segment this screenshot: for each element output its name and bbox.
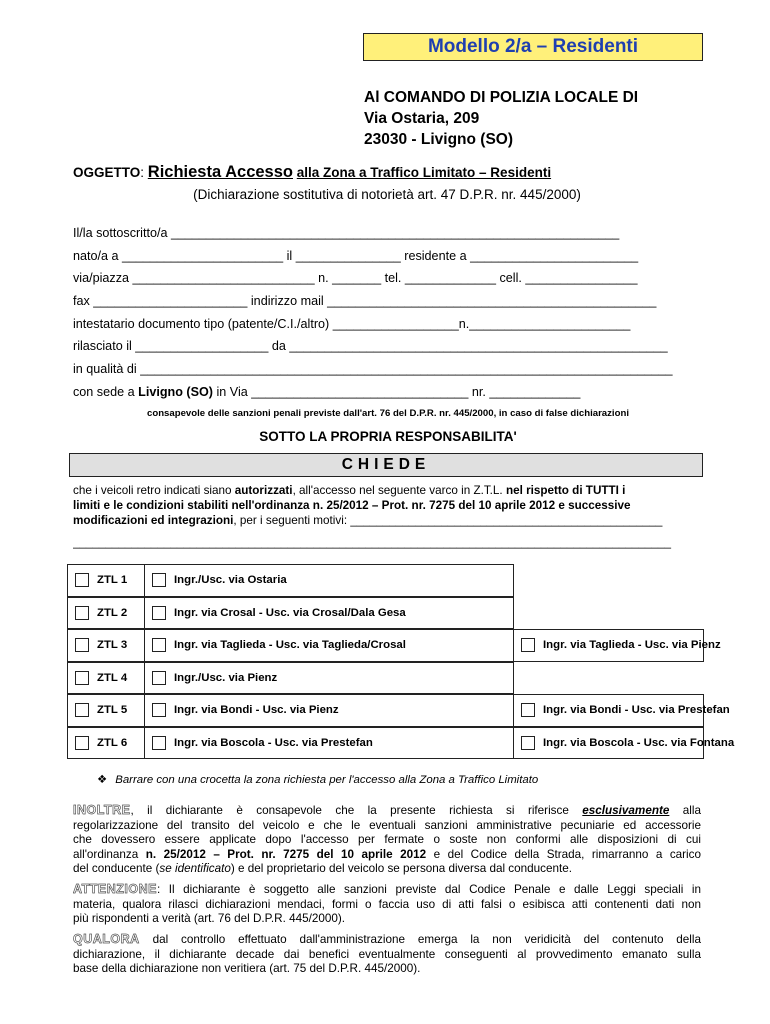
- ztl-option-cell[interactable]: [513, 727, 735, 760]
- subject-line: OGGETTO: Richiesta Accesso alla Zona a Traffico Limitato – Residenti: [73, 163, 552, 181]
- ztl-zone-cell[interactable]: [67, 564, 145, 597]
- model-title: Modello 2/a – Residenti: [363, 33, 703, 61]
- qualora-paragraph: [73, 932, 701, 977]
- note-text: Barrare con una crocetta la zona richiesta per l'accesso alla Zona a Traffico Limitato: [115, 774, 539, 786]
- text: base della dichiarazione non veritiera (art. 75 del D.P.R. 445/2000).: [73, 962, 421, 976]
- ztl-option-cell[interactable]: [513, 629, 721, 662]
- form-line-contact[interactable]: fax ______________________ indirizzo mail _______________________________________________: [73, 294, 657, 309]
- ztl-option-label: Ingr. via Bondi - Usc. via Prestefan: [543, 704, 730, 717]
- ztl-zone-cell[interactable]: [67, 694, 145, 727]
- checkbox[interactable]: [521, 638, 535, 652]
- attenzione-paragraph: [73, 882, 701, 927]
- checkbox[interactable]: [152, 638, 166, 652]
- table-row: [67, 694, 730, 727]
- table-row: [67, 662, 704, 695]
- checkbox[interactable]: [75, 671, 89, 685]
- text-italic: se identificato: [159, 862, 231, 876]
- text: , all'accesso nel seguente varco in Z.T.L.: [292, 484, 506, 497]
- responsibility-heading: SOTTO LA PROPRIA RESPONSABILITA': [259, 429, 517, 444]
- motivi-field[interactable]: , per i seguenti motivi: ________________________________________________: [233, 514, 663, 528]
- ztl-option-cell[interactable]: [144, 694, 514, 727]
- text: regolarizzazione del transito del veicolo e che le eventuali sanzioni amministrative pecuniarie ed accessorie: [73, 818, 701, 832]
- text: : Il dichiarante è soggetto alle sanzioni previste dal Codice Penale e dalle Leggi speciali in: [156, 883, 701, 896]
- text-bold: autorizzati: [234, 484, 293, 497]
- diamond-bullet-icon: ❖: [97, 774, 108, 786]
- inoltre-paragraph: [73, 803, 701, 877]
- ztl-option-label: Ingr. via Taglieda - Usc. via Taglieda/Crosal: [174, 639, 406, 652]
- text-bold: n. 25/2012 – Prot. nr. 7275 del 10 aprile 2012: [145, 847, 427, 861]
- address-line: Al COMANDO DI POLIZIA LOCALE DI: [364, 89, 639, 106]
- instruction-note: [97, 772, 697, 786]
- text-emphasis: esclusivamente: [582, 804, 670, 817]
- ztl-zone-label: ZTL 3: [97, 639, 128, 652]
- subject-label: OGGETTO: [73, 165, 141, 180]
- ztl-option-label: Ingr./Usc. via Ostaria: [174, 574, 287, 587]
- checkbox[interactable]: [152, 606, 166, 620]
- subject-title-big: Richiesta Accesso: [147, 163, 293, 181]
- text: più rispondenti a verità (art. 76 del D.P.R. 445/2000).: [73, 912, 346, 926]
- penalty-notice: consapevole delle sanzioni penali previste dall'art. 76 del D.P.R. nr. 445/2000, in caso di false dichiarazioni: [147, 408, 629, 419]
- checkbox[interactable]: [75, 736, 89, 750]
- form-line-issued[interactable]: rilasciato il ___________________ da ______________________________________________________: [73, 339, 668, 354]
- text: che dovessero essere applicate dopo l'accesso per fermate o soste non conformi alle disposizioni di cui: [73, 833, 701, 847]
- ztl-table: [67, 564, 735, 759]
- ztl-option-label: Ingr. via Taglieda - Usc. via Pienz: [543, 639, 721, 652]
- text: che i veicoli retro indicati siano: [73, 484, 235, 497]
- address-line: 23030 - Livigno (SO): [364, 131, 514, 148]
- text: dal controllo effettuato dall'amministrazione emerga la non veridicità del contenuto della: [139, 933, 701, 946]
- checkbox[interactable]: [152, 671, 166, 685]
- ztl-option-label: Ingr./Usc. via Pienz: [174, 671, 278, 684]
- form-line-birth[interactable]: nato/a a _______________________ il _______________ residente a ________________________: [73, 248, 639, 263]
- text: , il dichiarante è consapevole che la presente richiesta si riferisce: [130, 804, 583, 817]
- checkbox[interactable]: [521, 736, 535, 750]
- ztl-zone-label: ZTL 2: [97, 606, 128, 619]
- checkbox[interactable]: [152, 736, 166, 750]
- motivi-field-2[interactable]: ____________________________________________________________________________________________: [73, 535, 672, 549]
- text: alla: [669, 804, 701, 817]
- personal-data-form: [73, 222, 703, 404]
- subject-subtitle: (Dichiarazione sostitutiva di notorietà art. 47 D.P.R. nr. 445/2000): [193, 187, 581, 202]
- text: dichiarazione, il dichiarante decade dai benefici eventualmente conseguenti al provvedimento emanato sulla: [73, 947, 701, 961]
- form-line-name[interactable]: Il/la sottoscritto/a ________________________________________________________________: [73, 226, 620, 240]
- address-line: Via Ostaria, 209: [364, 110, 480, 127]
- sede-post: in Via _______________________________ nr. _____________: [212, 384, 581, 399]
- sede-bold: Livigno (SO): [138, 384, 213, 399]
- ztl-option-cell[interactable]: [144, 662, 514, 695]
- keyword-qualora: QUALORA: [73, 932, 140, 946]
- text: e del Codice della Strada, rimarranno a carico: [426, 847, 701, 861]
- ztl-zone-cell[interactable]: [67, 727, 145, 760]
- ztl-option-label: Ingr. via Bondi - Usc. via Pienz: [174, 704, 339, 717]
- ztl-option-label: Ingr. via Boscola - Usc. via Prestefan: [174, 736, 373, 749]
- ztl-zone-label: ZTL 6: [97, 736, 128, 749]
- checkbox[interactable]: [75, 606, 89, 620]
- form-line-street[interactable]: via/piazza __________________________ n. _______ tel. _____________ cell. ________________: [73, 271, 638, 286]
- ztl-option-cell[interactable]: [513, 694, 730, 727]
- table-row: [67, 564, 704, 597]
- keyword-inoltre: INOLTRE: [73, 803, 131, 817]
- ztl-option-cell[interactable]: [144, 564, 514, 597]
- form-line-document[interactable]: intestatario documento tipo (patente/C.I./altro) __________________n._______________________: [73, 316, 631, 331]
- text: del conducente (: [73, 862, 160, 876]
- ztl-option-label: Ingr. via Crosal - Usc. via Crosal/Dala Gesa: [174, 606, 406, 619]
- text-bold: limiti e le condizioni stabiliti nell'ordinanza n. 25/2012 – Prot. nr. 7275 del 10 aprile 2012 e successive: [73, 499, 631, 513]
- text-bold: nel rispetto di TUTTI i: [505, 484, 626, 497]
- checkbox[interactable]: [152, 573, 166, 587]
- table-row: [67, 597, 704, 630]
- form-line-sede[interactable]: [73, 381, 703, 404]
- keyword-attenzione: ATTENZIONE: [73, 882, 157, 896]
- ztl-zone-cell[interactable]: [67, 597, 145, 630]
- ztl-zone-cell[interactable]: [67, 662, 145, 695]
- request-paragraph: [73, 483, 701, 550]
- sede-pre: con sede a: [73, 384, 139, 399]
- table-row: [67, 629, 721, 662]
- checkbox[interactable]: [152, 703, 166, 717]
- checkbox[interactable]: [75, 573, 89, 587]
- checkbox[interactable]: [75, 638, 89, 652]
- checkbox[interactable]: [521, 703, 535, 717]
- ztl-option-cell[interactable]: [144, 727, 514, 760]
- checkbox[interactable]: [75, 703, 89, 717]
- chiede-heading: CHIEDE: [69, 453, 703, 477]
- subject-title-rest: alla Zona a Traffico Limitato – Residenti: [296, 165, 552, 180]
- text: materia, qualora rilasci dichiarazioni mendaci, formi o faccia uso di atti falsi o esibisca atti contenenti dati non: [73, 897, 701, 911]
- table-row: [67, 727, 735, 760]
- ztl-zone-label: ZTL 1: [97, 574, 128, 587]
- ztl-zone-cell[interactable]: [67, 629, 145, 662]
- ztl-zone-label: ZTL 4: [97, 671, 128, 684]
- ztl-option-cell[interactable]: [144, 597, 514, 630]
- form-line-role[interactable]: in qualità di ____________________________________________________________________________: [73, 362, 673, 377]
- text-bold: modificazioni ed integrazioni: [73, 514, 234, 528]
- ztl-option-cell[interactable]: [144, 629, 514, 662]
- text: all'ordinanza: [73, 847, 146, 861]
- ztl-option-label: Ingr. via Boscola - Usc. via Fontana: [543, 736, 735, 749]
- recipient-address: [364, 87, 724, 150]
- ztl-zone-label: ZTL 5: [97, 704, 128, 717]
- text: ) e del proprietario del veicolo se persona diversa dal conducente.: [230, 862, 572, 876]
